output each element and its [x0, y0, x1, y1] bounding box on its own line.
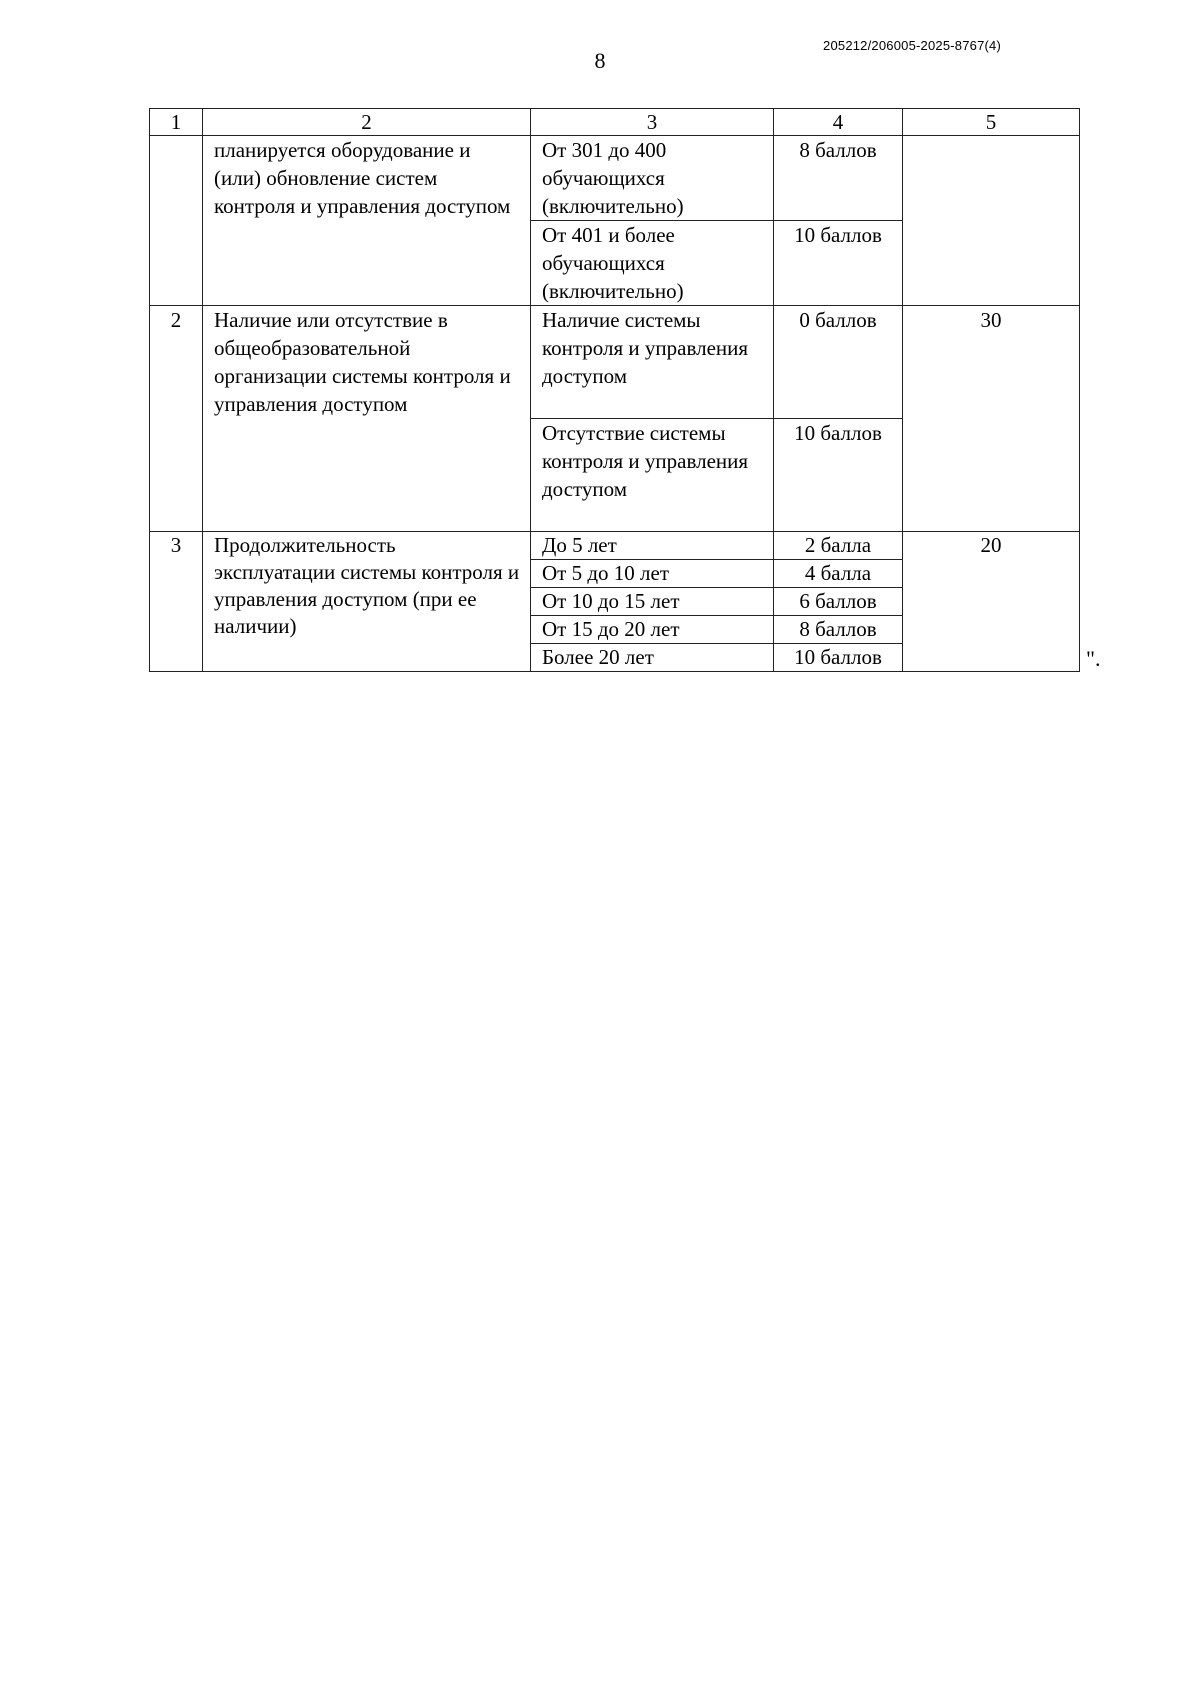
- points-value: 6 баллов: [774, 588, 903, 616]
- condition-text: Наличие системы контроля и управления доступом: [531, 306, 774, 419]
- condition-text: От 401 и более обучающихся (включительно): [531, 221, 774, 306]
- page-number: 8: [594, 48, 606, 73]
- points-value: 10 баллов: [774, 644, 903, 672]
- column-number-5: 5: [903, 109, 1080, 136]
- row-number: [150, 136, 203, 306]
- row-number: 3: [150, 532, 203, 672]
- max-points: 20: [903, 532, 1080, 672]
- table-row: [150, 306, 1080, 419]
- criterion-text: Продолжительность эксплуатации системы контроля и управления доступом (при ее наличии): [203, 532, 531, 672]
- points-value: 8 баллов: [774, 616, 903, 644]
- criterion-text: планируется оборудование и (или) обновление систем контроля и управления доступом: [203, 136, 531, 306]
- column-number-row: [150, 109, 1080, 136]
- condition-text: До 5 лет: [531, 532, 774, 560]
- points-value: 10 баллов: [774, 419, 903, 532]
- condition-text: Отсутствие системы контроля и управления доступом: [531, 419, 774, 532]
- table-row: [150, 136, 1080, 221]
- condition-text: От 301 до 400 обучающихся (включительно): [531, 136, 774, 221]
- column-number-1: 1: [150, 109, 203, 136]
- condition-text: Более 20 лет: [531, 644, 774, 672]
- column-number-4: 4: [774, 109, 903, 136]
- condition-text: От 15 до 20 лет: [531, 616, 774, 644]
- points-value: 0 баллов: [774, 306, 903, 419]
- points-value: 10 баллов: [774, 221, 903, 306]
- criterion-text: Наличие или отсутствие в общеобразовательной организации системы контроля и управления доступом: [203, 306, 531, 532]
- column-number-2: 2: [203, 109, 531, 136]
- condition-text: От 5 до 10 лет: [531, 560, 774, 588]
- max-points: [903, 136, 1080, 306]
- table-row: [150, 532, 1080, 560]
- criteria-table: [149, 108, 1080, 672]
- column-number-3: 3: [531, 109, 774, 136]
- points-value: 8 баллов: [774, 136, 903, 221]
- closing-quote: ".: [1086, 646, 1101, 671]
- condition-text: От 10 до 15 лет: [531, 588, 774, 616]
- row-number: 2: [150, 306, 203, 532]
- document-id: 205212/206005-2025-8767(4): [823, 38, 1001, 53]
- max-points: 30: [903, 306, 1080, 532]
- points-value: 4 балла: [774, 560, 903, 588]
- points-value: 2 балла: [774, 532, 903, 560]
